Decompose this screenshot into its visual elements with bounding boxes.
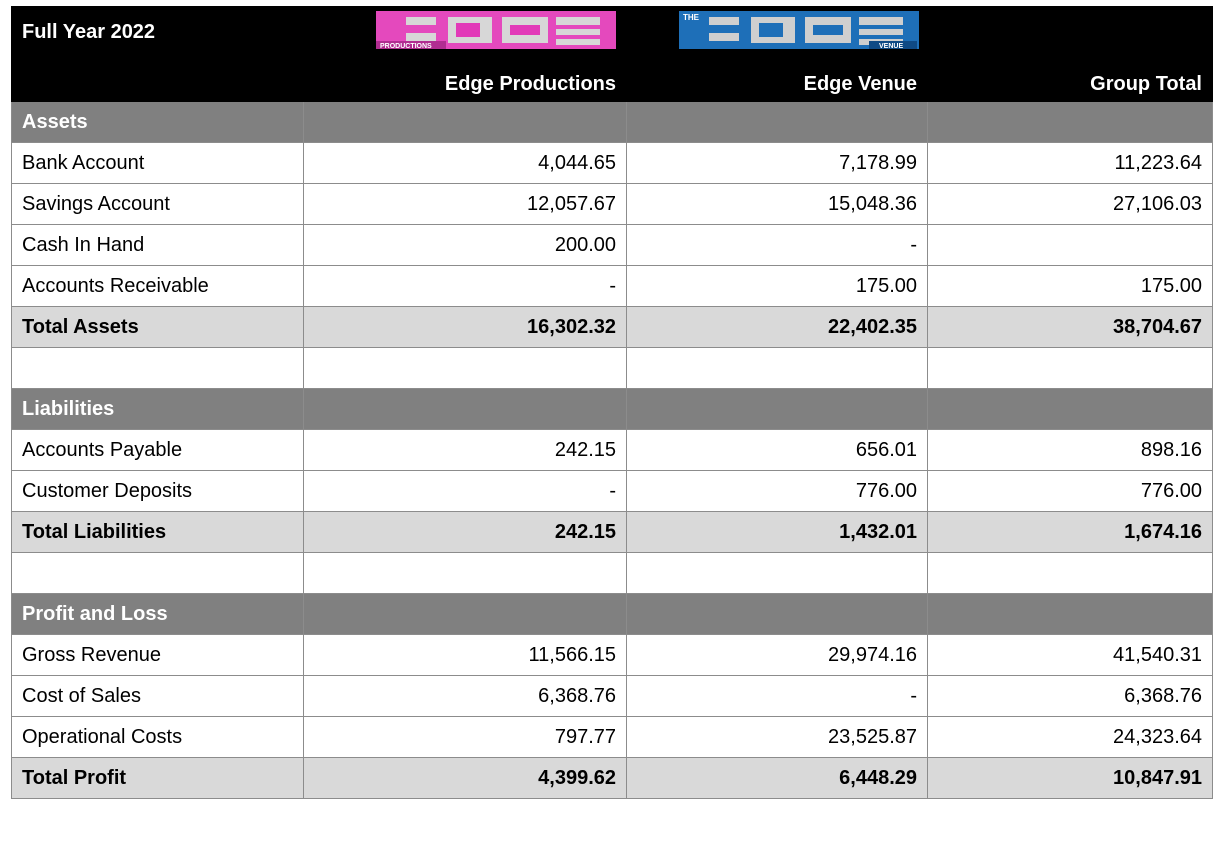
total-label: Total Liabilities	[12, 512, 304, 553]
row-label: Operational Costs	[12, 717, 304, 758]
value-cell: 6,368.76	[928, 676, 1213, 717]
total-row	[12, 758, 1213, 799]
value-cell: 242.15	[304, 430, 627, 471]
section-header-cell	[627, 389, 928, 430]
value-cell: 656.01	[627, 430, 928, 471]
value-cell: -	[304, 266, 627, 307]
value-cell: 7,178.99	[627, 143, 928, 184]
value-cell: -	[627, 225, 928, 266]
total-value-cell: 4,399.62	[304, 758, 627, 799]
edge-productions-logo	[376, 11, 616, 49]
total-value-cell: 10,847.91	[928, 758, 1213, 799]
row-label: Accounts Payable	[12, 430, 304, 471]
edge-venue-logo	[679, 11, 919, 49]
row-label: Cash In Hand	[12, 225, 304, 266]
table-row	[12, 225, 1213, 266]
section-header-cell	[627, 102, 928, 143]
table-row	[12, 471, 1213, 512]
value-cell: -	[627, 676, 928, 717]
total-value-cell: 16,302.32	[304, 307, 627, 348]
value-cell: 175.00	[928, 266, 1213, 307]
value-cell: 898.16	[928, 430, 1213, 471]
value-cell: 797.77	[304, 717, 627, 758]
row-label: Accounts Receivable	[12, 266, 304, 307]
svg-text:VENUE: VENUE	[879, 43, 904, 49]
column-header-edge-productions	[304, 7, 627, 102]
spacer-cell	[12, 348, 304, 389]
value-cell: 12,057.67	[304, 184, 627, 225]
section-title: Liabilities	[12, 389, 304, 430]
svg-text:THE: THE	[683, 13, 699, 22]
value-cell: 29,974.16	[627, 635, 928, 676]
section-header-cell	[304, 594, 627, 635]
total-row	[12, 307, 1213, 348]
value-cell: 27,106.03	[928, 184, 1213, 225]
column-label-edge-venue: Edge Venue	[803, 73, 917, 95]
total-value-cell: 1,432.01	[627, 512, 928, 553]
spacer-row	[12, 553, 1213, 594]
table-row	[12, 635, 1213, 676]
spacer-cell	[928, 348, 1213, 389]
section-title: Profit and Loss	[12, 594, 304, 635]
value-cell: 11,566.15	[304, 635, 627, 676]
svg-text:PRODUCTIONS: PRODUCTIONS	[380, 43, 432, 49]
value-cell: 776.00	[627, 471, 928, 512]
column-header-group-total: Group Total	[928, 7, 1213, 102]
total-value-cell: 38,704.67	[928, 307, 1213, 348]
total-value-cell: 22,402.35	[627, 307, 928, 348]
section-header-row	[12, 102, 1213, 143]
spacer-cell	[627, 553, 928, 594]
value-cell: 15,048.36	[627, 184, 928, 225]
value-cell: 776.00	[928, 471, 1213, 512]
section-title: Assets	[12, 102, 304, 143]
table-row	[12, 143, 1213, 184]
value-cell: 4,044.65	[304, 143, 627, 184]
spacer-cell	[304, 348, 627, 389]
column-label-edge-productions: Edge Productions	[444, 73, 616, 95]
column-header-edge-venue	[627, 7, 928, 102]
value-cell: 6,368.76	[304, 676, 627, 717]
section-header-cell	[928, 389, 1213, 430]
spacer-cell	[304, 553, 627, 594]
table-row	[12, 717, 1213, 758]
financial-summary-table	[11, 6, 1213, 799]
value-cell: 11,223.64	[928, 143, 1213, 184]
spacer-cell	[12, 553, 304, 594]
total-value-cell: 6,448.29	[627, 758, 928, 799]
section-header-cell	[304, 389, 627, 430]
total-label: Total Profit	[12, 758, 304, 799]
row-label: Gross Revenue	[12, 635, 304, 676]
table-row	[12, 676, 1213, 717]
value-cell: 23,525.87	[627, 717, 928, 758]
spacer-cell	[928, 553, 1213, 594]
value-cell: 24,323.64	[928, 717, 1213, 758]
value-cell: 175.00	[627, 266, 928, 307]
section-header-cell	[928, 102, 1213, 143]
total-row	[12, 512, 1213, 553]
spacer-cell	[627, 348, 928, 389]
total-label: Total Assets	[12, 307, 304, 348]
value-cell: -	[304, 471, 627, 512]
section-header-row	[12, 594, 1213, 635]
table-row	[12, 430, 1213, 471]
period-title: Full Year 2022	[12, 7, 304, 102]
section-header-cell	[928, 594, 1213, 635]
total-value-cell: 242.15	[304, 512, 627, 553]
spacer-row	[12, 348, 1213, 389]
row-label: Savings Account	[12, 184, 304, 225]
value-cell: 41,540.31	[928, 635, 1213, 676]
header-row	[12, 7, 1213, 102]
section-header-cell	[627, 594, 928, 635]
total-value-cell: 1,674.16	[928, 512, 1213, 553]
table-row	[12, 184, 1213, 225]
section-header-row	[12, 389, 1213, 430]
row-label: Customer Deposits	[12, 471, 304, 512]
row-label: Cost of Sales	[12, 676, 304, 717]
table-row	[12, 266, 1213, 307]
value-cell: 200.00	[304, 225, 627, 266]
value-cell	[928, 225, 1213, 266]
section-header-cell	[304, 102, 627, 143]
row-label: Bank Account	[12, 143, 304, 184]
